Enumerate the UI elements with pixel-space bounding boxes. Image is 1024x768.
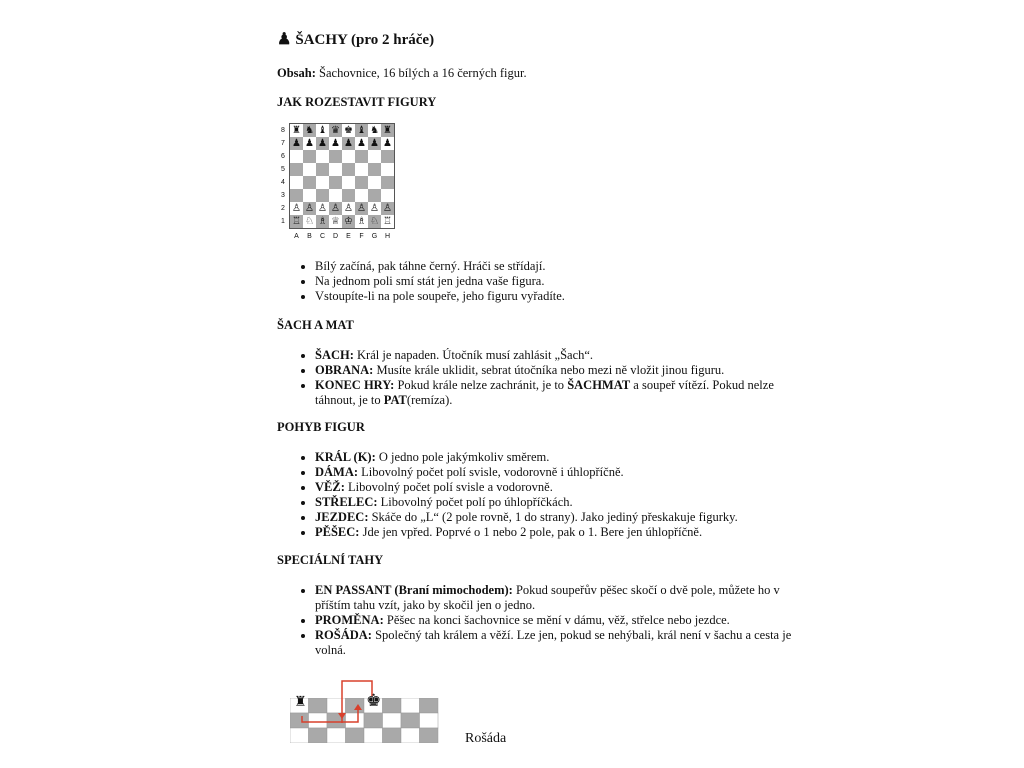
board-square	[303, 176, 316, 189]
board-square	[316, 189, 329, 202]
board-square: ♘	[368, 215, 381, 228]
board-square	[368, 176, 381, 189]
file-label: H	[384, 233, 391, 240]
board-square	[290, 150, 303, 163]
board-square: ♔	[342, 215, 355, 228]
board-square	[368, 163, 381, 176]
board-square: ♘	[303, 215, 316, 228]
item-label: OBRANA:	[315, 363, 374, 377]
arrowhead	[338, 713, 346, 719]
item-label: KRÁL (K):	[315, 450, 376, 464]
arrowhead	[354, 704, 362, 710]
item-text: Pěšec na konci šachovnice se mění v dámu, věž, střelce nebo jezdce.	[383, 613, 730, 627]
item-text: Musíte krále uklidit, sebrat útočníka nebo mezi ně vložit jinou figuru.	[373, 363, 725, 377]
board-square	[368, 189, 381, 202]
item-label: PROMĚNA:	[315, 613, 384, 627]
board-square	[316, 163, 329, 176]
board-square	[381, 150, 394, 163]
rank-label: 3	[281, 192, 285, 199]
item-bold: ŠACHMAT	[567, 378, 631, 392]
rank-label: 7	[281, 140, 285, 147]
item-bold: PAT	[383, 393, 407, 407]
item-label: EN PASSANT (Braní mimochodem):	[315, 583, 513, 597]
list-item	[315, 495, 777, 510]
list-item	[315, 378, 777, 408]
special-heading: SPECIÁLNÍ TAHY	[277, 553, 384, 567]
board-square	[303, 163, 316, 176]
board-square	[342, 189, 355, 202]
file-label: B	[307, 233, 312, 240]
file-label: G	[371, 233, 378, 240]
rank-label: 2	[281, 205, 285, 212]
board-square: ♖	[381, 215, 394, 228]
board-square	[290, 189, 303, 202]
board-square	[342, 163, 355, 176]
board-rank-labels	[281, 124, 289, 228]
board-square: ♕	[329, 215, 342, 228]
board-square: ♚	[342, 124, 355, 137]
contents-label: Obsah:	[277, 66, 316, 80]
board-square	[381, 176, 394, 189]
list-item	[315, 613, 805, 628]
list-item	[315, 583, 805, 613]
item-text: Jde jen vpřed. Poprvé o 1 nebo 2 pole, pak o 1. Bere jen úhlopříčně.	[359, 525, 703, 539]
file-label: F	[359, 233, 364, 240]
list-item	[315, 465, 777, 480]
board-square: ♟	[342, 137, 355, 150]
file-label: E	[346, 233, 351, 240]
board-square: ♙	[290, 202, 303, 215]
board-square: ♗	[316, 215, 329, 228]
item-text: Pokud krále nelze zachránit, je to	[394, 378, 568, 392]
board-square	[329, 176, 342, 189]
list-item: • Bílý začíná, pak táhne černý. Hráči se střídají.	[315, 259, 777, 274]
board-square: ♟	[355, 137, 368, 150]
board-square	[303, 150, 316, 163]
item-text: Společný tah králem a věží. Lze jen, pokud se nehýbali, král není v šachu a cesta je volná.	[315, 628, 792, 657]
list-item	[315, 510, 777, 525]
board-square: ♜	[290, 124, 303, 137]
item-label: PĚŠEC:	[315, 525, 360, 539]
setup-heading: JAK ROZESTAVIT FIGURY	[277, 95, 437, 109]
setup-rules-list	[277, 259, 777, 304]
castling-illustration	[290, 678, 530, 758]
board-square	[329, 163, 342, 176]
board-square	[329, 150, 342, 163]
board-square: ♛	[329, 124, 342, 137]
board-square: ♙	[342, 202, 355, 215]
board-square: ♝	[355, 124, 368, 137]
board-square: ♙	[355, 202, 368, 215]
board-square: ♗	[355, 215, 368, 228]
rank-label: 6	[281, 153, 285, 160]
item-text: a soupeř vítězí. Pokud nelze táhnout, je to	[315, 378, 774, 407]
item-label: DÁMA:	[315, 465, 359, 479]
castling-caption: Rošáda	[465, 731, 507, 746]
board-square	[355, 150, 368, 163]
list-item: • Vstoupíte-li na pole soupeře, jeho figuru vyřadíte.	[315, 289, 777, 304]
item-text: Pokud soupeřův pěšec skočí o dvě pole, můžete ho v příštím tahu vzít, jako by skočil jen o jedno.	[315, 583, 780, 612]
rank-label: 5	[281, 166, 285, 173]
king-icon: ♚	[366, 691, 382, 711]
board-square: ♙	[303, 202, 316, 215]
item-text: Libovolný počet polí svisle a vodorovně.	[344, 480, 553, 494]
board-square	[342, 176, 355, 189]
item-text: Libovolný počet polí po úhlopříčkách.	[377, 495, 573, 509]
item-text: (remíza).	[406, 393, 453, 407]
pawn-icon: ♟	[277, 31, 292, 48]
item-label: KONEC HRY:	[315, 378, 395, 392]
rank-label: 4	[281, 179, 285, 186]
board-square: ♞	[368, 124, 381, 137]
rook-icon: ♜	[294, 694, 307, 710]
file-label: D	[332, 233, 339, 240]
list-item	[315, 348, 777, 363]
board-square	[368, 150, 381, 163]
rank-label: 8	[281, 127, 285, 134]
board-square	[316, 150, 329, 163]
board-square	[329, 189, 342, 202]
board-square: ♙	[381, 202, 394, 215]
file-label: A	[294, 233, 299, 240]
board-square	[355, 163, 368, 176]
item-text: Libovolný počet polí svisle, vodorovně i úhlopříčně.	[358, 465, 624, 479]
special-list	[277, 583, 805, 658]
list-item	[315, 628, 805, 658]
item-label: JEZDEC:	[315, 510, 369, 524]
board-file-labels	[290, 229, 394, 244]
board-square: ♟	[368, 137, 381, 150]
item-label: VĚŽ:	[315, 480, 345, 494]
board-square: ♝	[316, 124, 329, 137]
board-square: ♙	[329, 202, 342, 215]
setup-board-area	[277, 123, 777, 241]
board-square	[316, 176, 329, 189]
rank-label: 1	[281, 218, 285, 225]
board-square: ♞	[303, 124, 316, 137]
chess-board	[289, 123, 395, 229]
check-heading: ŠACH A MAT	[277, 318, 354, 332]
board-square: ♟	[316, 137, 329, 150]
list-item: • Na jednom poli smí stát jen jedna vaše figura.	[315, 274, 777, 289]
list-item	[315, 480, 777, 495]
item-label: ŠACH:	[315, 348, 354, 362]
board-square	[355, 189, 368, 202]
board-square: ♟	[329, 137, 342, 150]
board-square: ♖	[290, 215, 303, 228]
item-text: O jedno pole jakýmkoliv směrem.	[375, 450, 550, 464]
board-square: ♙	[316, 202, 329, 215]
board-square	[342, 150, 355, 163]
check-list	[277, 348, 777, 408]
moves-list	[277, 450, 777, 540]
board-square: ♟	[290, 137, 303, 150]
item-text: Skáče do „L“ (2 pole rovně, 1 do strany). Jako jediný přeskakuje figurky.	[368, 510, 738, 524]
board-square: ♜	[381, 124, 394, 137]
rook-move-arrow	[302, 706, 358, 722]
list-item	[315, 363, 777, 378]
page-title	[277, 30, 777, 50]
item-text: Král je napaden. Útočník musí zahlásit „Šach“.	[353, 348, 594, 362]
board-square	[355, 176, 368, 189]
file-label: C	[319, 233, 326, 240]
item-label: STŘELEC:	[315, 495, 378, 509]
board-square	[290, 163, 303, 176]
board-square: ♟	[381, 137, 394, 150]
board-square: ♟	[303, 137, 316, 150]
moves-heading: POHYB FIGUR	[277, 420, 365, 434]
board-square	[303, 189, 316, 202]
title-text: ŠACHY (pro 2 hráče)	[295, 31, 435, 48]
list-item	[315, 450, 777, 465]
board-square	[290, 176, 303, 189]
document-page	[277, 30, 792, 658]
board-square	[381, 189, 394, 202]
item-label: ROŠÁDA:	[315, 628, 372, 642]
contents-line	[277, 66, 777, 81]
list-item	[315, 525, 777, 540]
contents-text: Šachovnice, 16 bílých a 16 černých figur.	[315, 66, 527, 80]
board-square	[381, 163, 394, 176]
board-square: ♙	[368, 202, 381, 215]
